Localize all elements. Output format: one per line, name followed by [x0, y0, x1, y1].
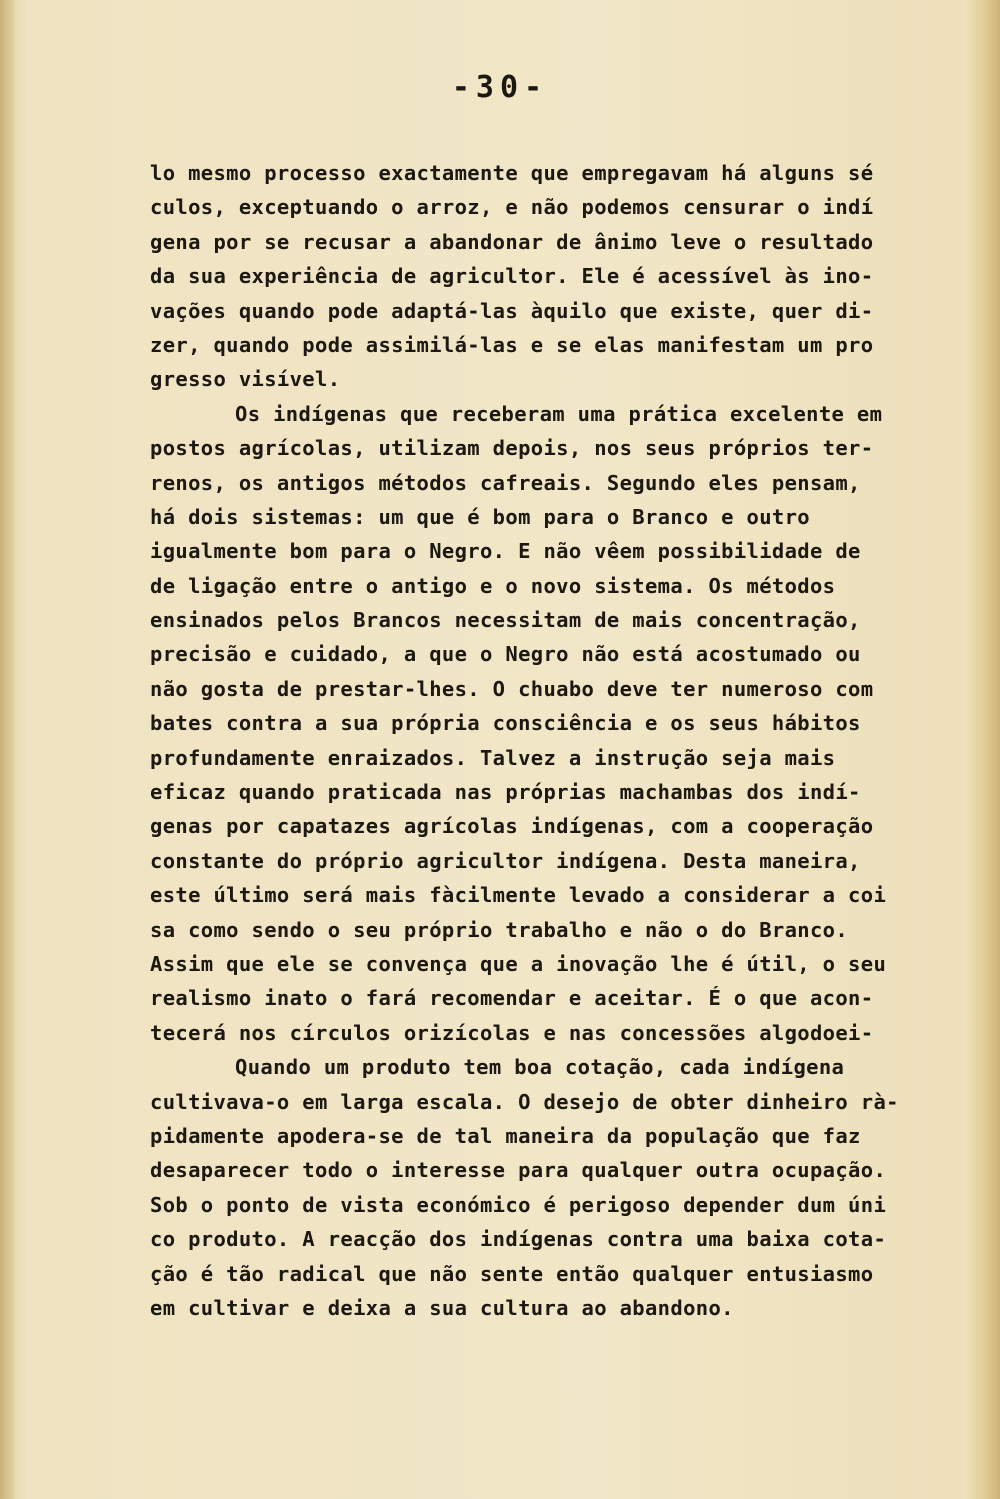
- page-left-edge: [0, 0, 14, 1499]
- text-line: pidamente apodera-se de tal maneira da população que faz: [150, 1123, 861, 1148]
- text-line: zer, quando pode assimilá-las e se elas manifestam um pro: [150, 332, 874, 357]
- text-line: há dois sistemas: um que é bom para o Branco e outro: [150, 504, 810, 529]
- text-line: Assim que ele se convença que a inovação lhe é útil, o seu: [150, 951, 887, 976]
- text-line: postos agrícolas, utilizam depois, nos seus próprios ter-: [150, 436, 874, 461]
- text-line: Os indígenas que receberam uma prática excelente em: [235, 401, 883, 426]
- text-line: da sua experiência de agricultor. Ele é acessível às ino-: [150, 264, 874, 289]
- text-line: Quando um produto tem boa cotação, cada indígena: [235, 1055, 845, 1080]
- text-line: este último será mais fàcilmente levado a considerar a coi: [150, 883, 887, 908]
- text-line: co produto. A reacção dos indígenas contra uma baixa cota-: [150, 1227, 887, 1252]
- page-right-edge: [964, 0, 1000, 1499]
- text-line: precisão e cuidado, a que o Negro não está acostumado ou: [150, 642, 861, 667]
- text-line: vações quando pode adaptá-las àquilo que existe, quer di-: [150, 298, 874, 323]
- text-line: Sob o ponto de vista económico é perigoso depender dum úni: [150, 1192, 887, 1217]
- text-line: lo mesmo processo exactamente que empregavam há alguns sé: [150, 161, 874, 185]
- text-line: desaparecer todo o interesse para qualquer outra ocupação.: [150, 1158, 887, 1183]
- text-line: em cultivar e deixa a sua cultura ao abandono.: [150, 1295, 734, 1320]
- text-line: gresso visível.: [150, 367, 341, 392]
- text-line: profundamente enraizados. Talvez a instrução seja mais: [150, 745, 836, 770]
- text-line: renos, os antigos métodos cafreais. Segundo eles pensam,: [150, 470, 861, 495]
- text-line: eficaz quando praticada nas próprias machambas dos indí-: [150, 780, 861, 805]
- text-line: ção é tão radical que não sente então qualquer entusiasmo: [150, 1261, 874, 1286]
- text-line: de ligação entre o antigo e o novo sistema. Os métodos: [150, 573, 836, 598]
- text-line: realismo inato o fará recomendar e aceitar. É o que acon-: [150, 986, 874, 1011]
- text-line: tecerá nos círculos orizícolas e nas concessões algodoei-: [150, 1020, 874, 1045]
- text-line: sa como sendo o seu próprio trabalho e não o do Branco.: [150, 917, 849, 942]
- paragraph-2: [150, 397, 950, 1050]
- paragraph-1: [150, 156, 950, 397]
- body-text: [150, 156, 950, 1325]
- text-line: cultivava-o em larga escala. O desejo de obter dinheiro rà-: [150, 1089, 899, 1114]
- text-line: gena por se recusar a abandonar de ânimo leve o resultado: [150, 229, 874, 254]
- text-line: não gosta de prestar-lhes. O chuabo deve ter numeroso com: [150, 676, 874, 701]
- text-line: culos, exceptuando o arroz, e não podemos censurar o indí: [150, 195, 874, 220]
- page-number: -30-: [451, 70, 549, 105]
- text-line: bates contra a sua própria consciência e os seus hábitos: [150, 711, 861, 736]
- text-line: genas por capatazes agrícolas indígenas, com a cooperação: [150, 814, 874, 839]
- text-line: constante do próprio agricultor indígena. Desta maneira,: [150, 848, 861, 873]
- text-line: ensinados pelos Brancos necessitam de mais concentração,: [150, 608, 861, 633]
- paragraph-3: [150, 1050, 950, 1325]
- text-line: igualmente bom para o Negro. E não vêem possibilidade de: [150, 539, 861, 564]
